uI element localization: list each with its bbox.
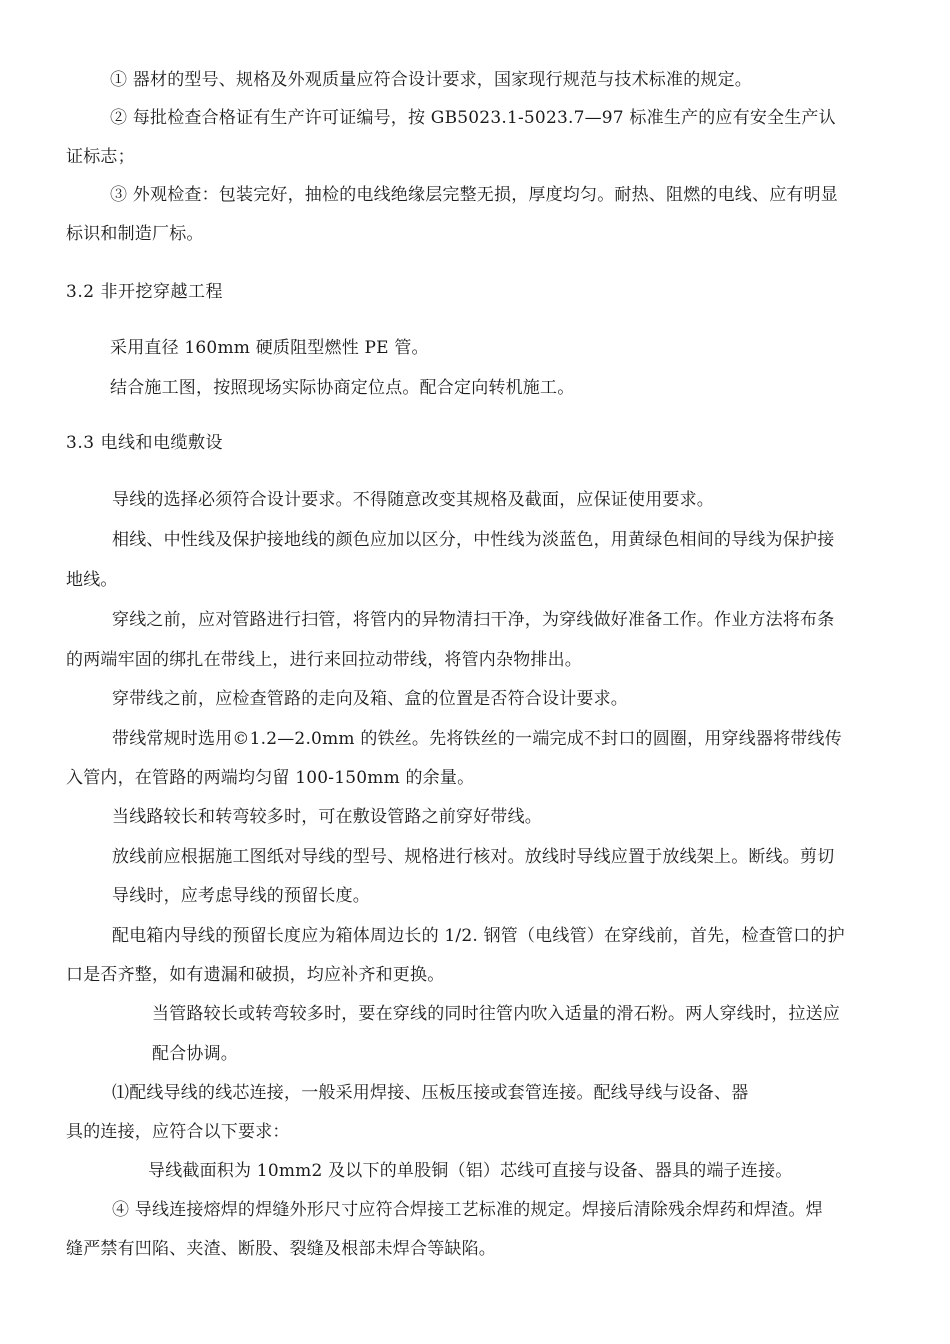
section-3-2-paragraph-1: 采用直径 160mm 硬质阻型燃性 PE 管。	[110, 338, 429, 358]
section-3-2-paragraph-2: 结合施工图，按照现场实际协商定位点。配合定向转机施工。	[110, 378, 575, 398]
section-3-3-paragraph-1: 导线的选择必须符合设计要求。不得随意改变其规格及截面，应保证使用要求。	[112, 490, 714, 510]
section-3-3-paragraph-10-line-2: 具的连接，应符合以下要求：	[66, 1122, 290, 1142]
section-3-3-paragraph-6: 当线路较长和转弯较多时，可在敷设管路之前穿好带线。	[112, 807, 542, 827]
section-3-3-paragraph-5-line-2: 入管内，在管路的两端均匀留 100-150mm 的余量。	[66, 768, 475, 788]
inspection-item-3-line-2: 标识和制造厂标。	[66, 224, 204, 244]
section-3-3-paragraph-9-line-2: 配合协调。	[152, 1044, 238, 1064]
inspection-item-3-line-1: ③ 外观检查：包装完好，抽检的电线绝缘层完整无损，厚度均匀。耐热、阻燃的电线、应有明显	[110, 185, 839, 205]
section-3-2-heading: 3.2 非开挖穿越工程	[66, 282, 223, 302]
section-3-3-paragraph-9-line-1: 当管路较长或转弯较多时，要在穿线的同时往管内吹入适量的滑石粉。两人穿线时，拉送应	[152, 1004, 840, 1024]
inspection-item-1: ① 器材的型号、规格及外观质量应符合设计要求，国家现行规范与技术标准的规定。	[110, 70, 753, 90]
inspection-item-2-line-1: ② 每批检查合格证有生产许可证编号，按 GB5023.1-5023.7—97 标准生产的应有安全生产认	[110, 108, 836, 128]
section-3-3-paragraph-2-line-1: 相线、中性线及保护接地线的颜色应加以区分，中性线为淡蓝色，用黄绿色相间的导线为保护接	[112, 530, 835, 550]
section-3-3-paragraph-5-line-1: 带线常规时选用©1.2—2.0mm 的铁丝。先将铁丝的一端完成不封口的圆圈，用穿线器将带线传	[112, 729, 842, 749]
section-3-3-paragraph-12-line-2: 缝严禁有凹陷、夹渣、断股、裂缝及根部未焊合等缺陷。	[66, 1239, 496, 1259]
section-3-3-paragraph-3-line-1: 穿线之前，应对管路进行扫管，将管内的异物清扫干净，为穿线做好准备工作。作业方法将布条	[112, 610, 835, 630]
section-3-3-paragraph-10-line-1: ⑴配线导线的线芯连接，一般采用焊接、压板压接或套管连接。配线导线与设备、器	[112, 1083, 749, 1103]
section-3-3-paragraph-7-line-2: 导线时，应考虑导线的预留长度。	[112, 886, 370, 906]
section-3-3-heading: 3.3 电线和电缆敷设	[66, 433, 223, 453]
section-3-3-paragraph-2-line-2: 地线。	[66, 570, 118, 590]
section-3-3-paragraph-4: 穿带线之前，应检查管路的走向及箱、盒的位置是否符合设计要求。	[112, 689, 628, 709]
section-3-3-paragraph-7-line-1: 放线前应根据施工图纸对导线的型号、规格进行核对。放线时导线应置于放线架上。断线。剪切	[112, 847, 835, 867]
inspection-item-2-line-2: 证标志；	[66, 147, 135, 167]
section-3-3-paragraph-11: 导线截面积为 10mm2 及以下的单股铜（铝）芯线可直接与设备、器具的端子连接。	[148, 1161, 793, 1181]
section-3-3-paragraph-8-line-1: 配电箱内导线的预留长度应为箱体周边长的 1/2. 钢管（电线管）在穿线前，首先，检查管口的护	[112, 926, 845, 946]
section-3-3-paragraph-12-line-1: ④ 导线连接熔焊的焊缝外形尺寸应符合焊接工艺标准的规定。焊接后清除残余焊药和焊渣。焊	[112, 1200, 823, 1220]
section-3-3-paragraph-8-line-2: 口是否齐整，如有遗漏和破损，均应补齐和更换。	[66, 965, 445, 985]
section-3-3-paragraph-3-line-2: 的两端牢固的绑扎在带线上，进行来回拉动带线，将管内杂物排出。	[66, 650, 582, 670]
